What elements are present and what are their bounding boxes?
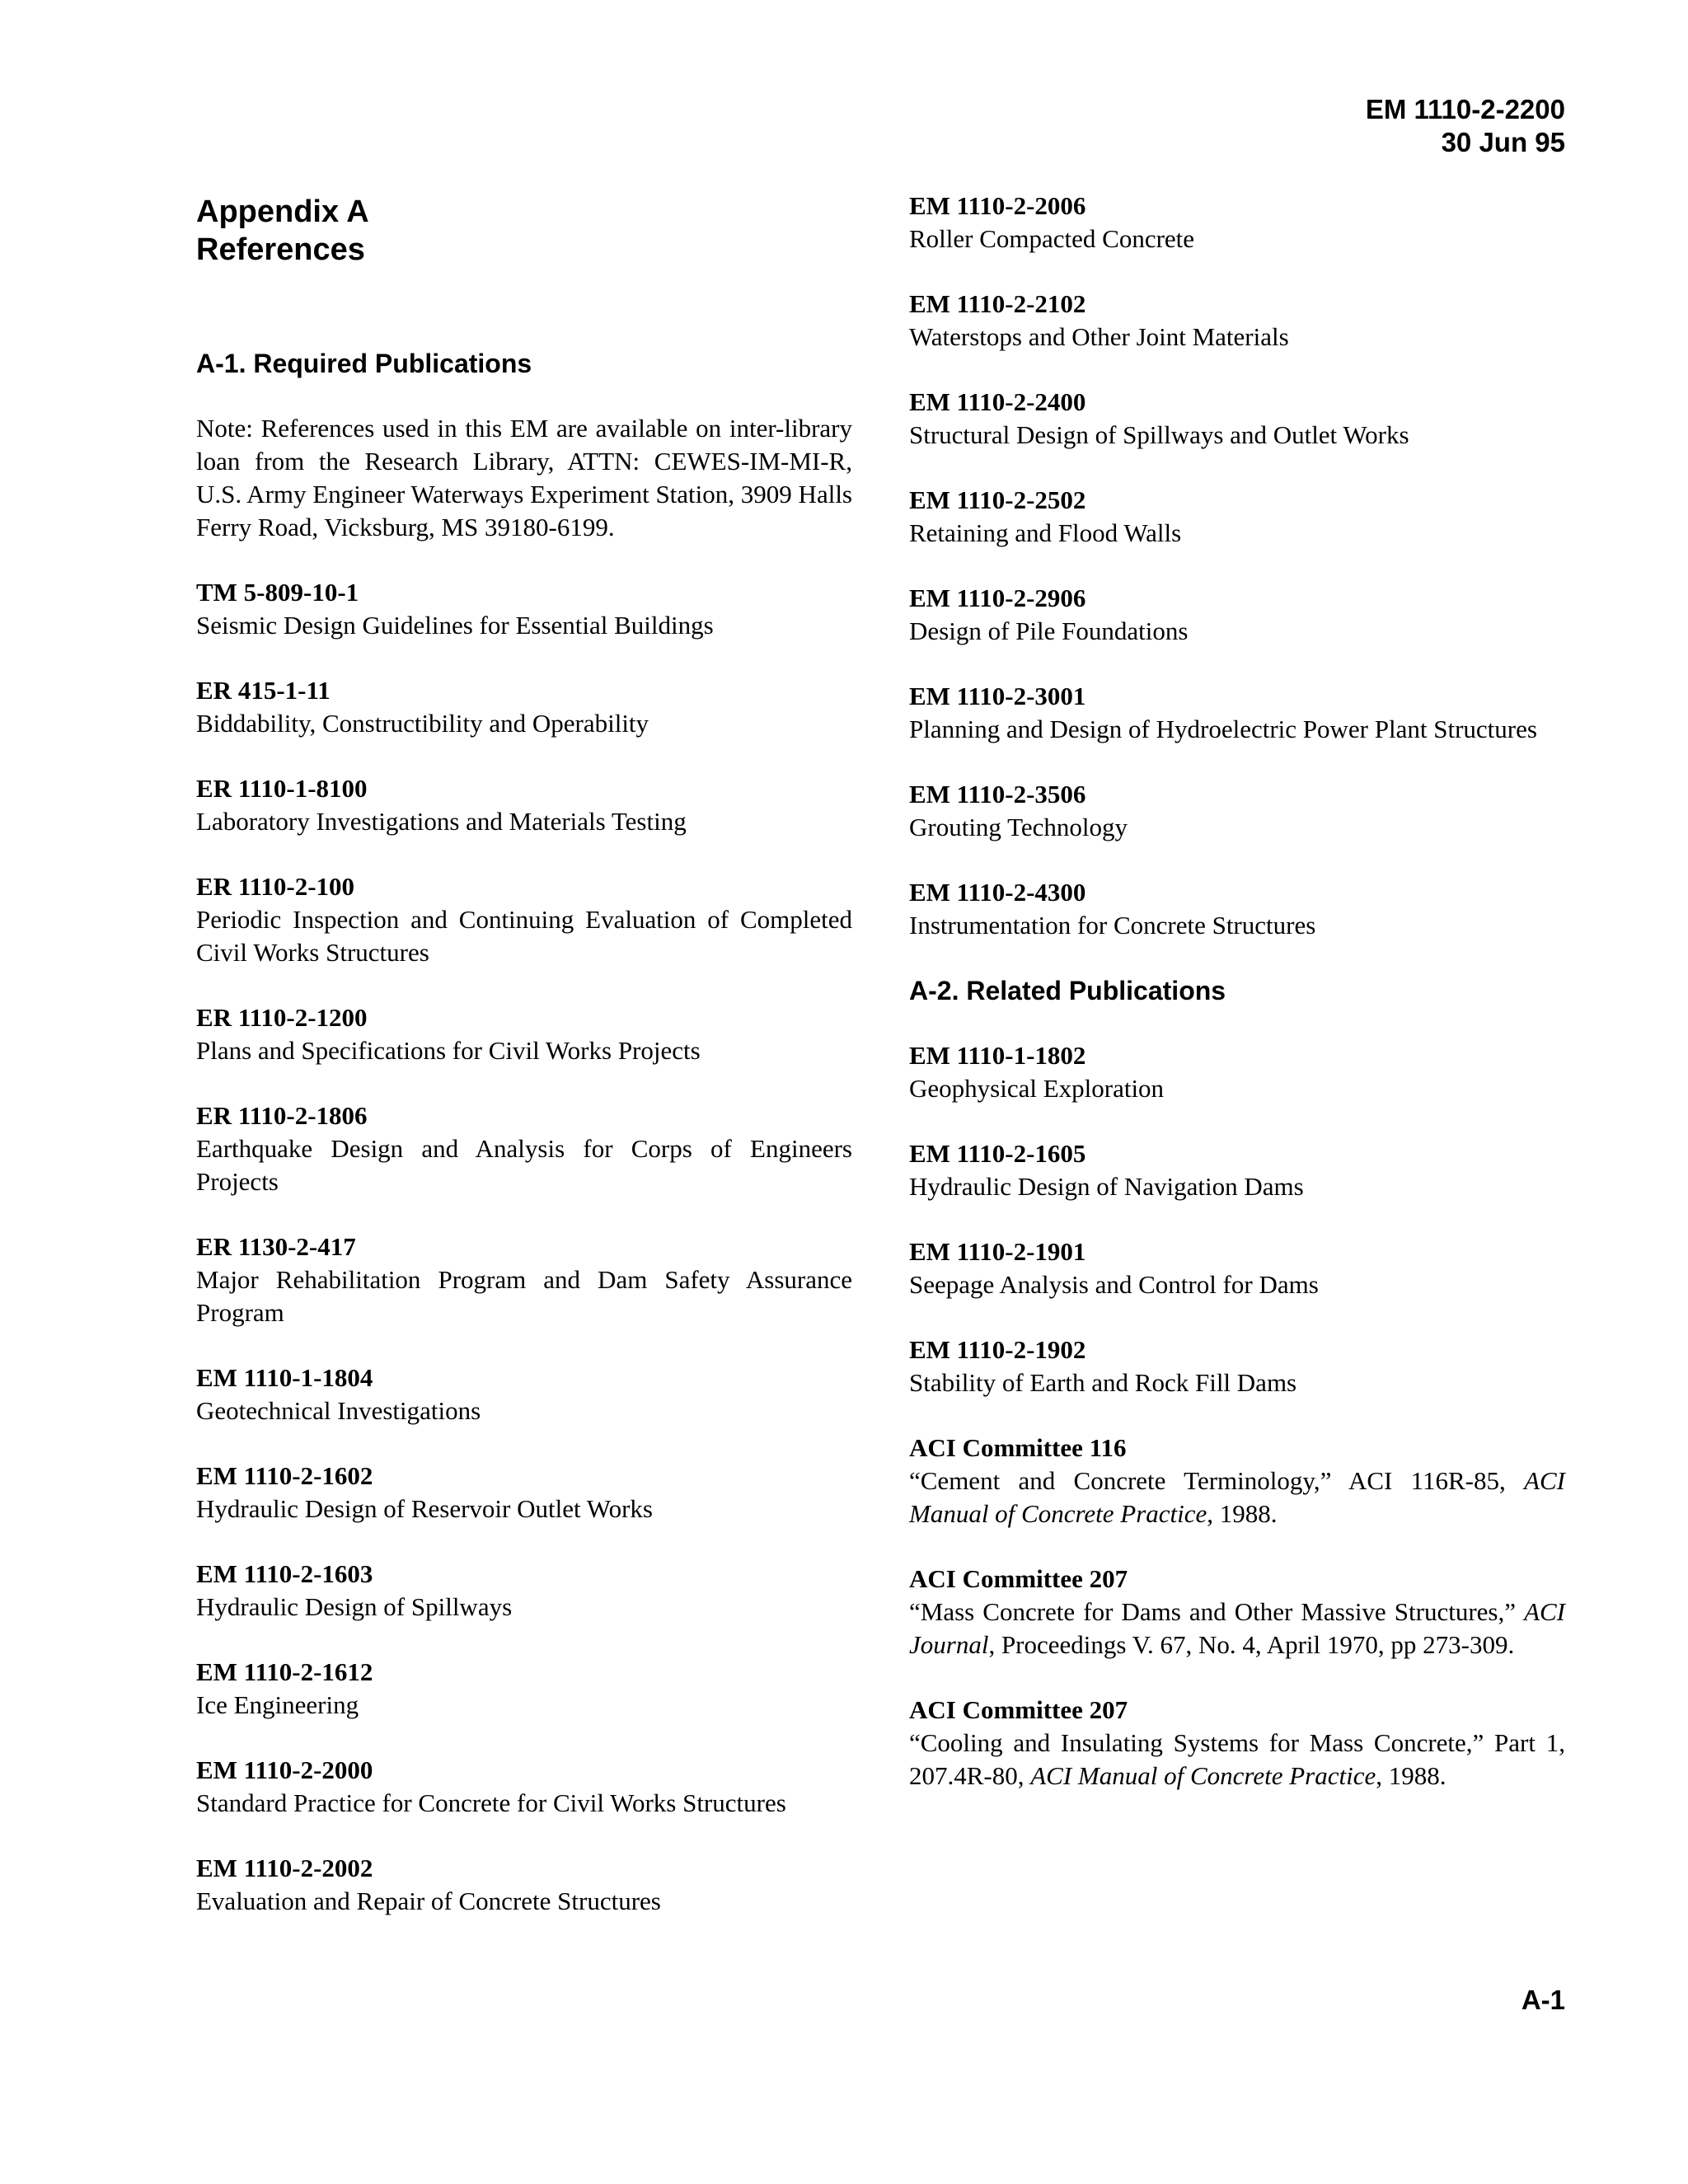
reference-code: TM 5-809-10-1 [196,578,359,607]
reference-code: EM 1110-2-3506 [909,780,1086,808]
reference-item [196,870,852,969]
reference-item [909,680,1565,746]
reference-code: ACI Committee 207 [909,1564,1128,1593]
appendix-title [196,193,852,269]
reference-item [196,674,852,740]
reference-title: Evaluation and Repair of Concrete Structures [196,1886,661,1915]
reference-item [196,1460,852,1526]
reference-title: Instrumentation for Concrete Structures [909,911,1316,940]
reference-title-text: “Cooling and Insulating Systems for Mass Concrete,” Part 1, 207.4R-80, [909,1728,1565,1790]
reference-title-italic: ACI Manual of Concrete Practice [909,1466,1565,1528]
reference-code: EM 1110-2-2502 [909,485,1086,514]
reference-title-text: , 1988. [1207,1499,1278,1528]
reference-code: EM 1110-2-2906 [909,583,1086,612]
reference-title: Standard Practice for Concrete for Civil Works Structures [196,1788,786,1817]
left-reference-list [196,576,852,1918]
reference-code: ER 1110-2-100 [196,872,355,901]
reference-item [909,876,1565,942]
reference-item [196,1558,852,1624]
reference-title: Seepage Analysis and Control for Dams [909,1270,1319,1299]
reference-title: Geotechnical Investigations [196,1396,481,1425]
reference-code: EM 1110-1-1802 [909,1041,1086,1070]
reference-item [909,1333,1565,1399]
reference-item [909,582,1565,648]
reference-title: Stability of Earth and Rock Fill Dams [909,1368,1297,1397]
reference-code: EM 1110-2-1605 [909,1139,1086,1168]
reference-item [909,190,1565,255]
reference-item [909,1432,1565,1530]
reference-item [909,1563,1565,1661]
section-heading-a1: A-1. Required Publications [196,349,532,378]
reference-title: Seismic Design Guidelines for Essential Buildings [196,611,714,640]
reference-title-italic: ACI Journal [909,1597,1565,1659]
reference-code: ER 1110-2-1200 [196,1003,368,1032]
left-column [196,190,852,1950]
reference-title: Hydraulic Design of Navigation Dams [909,1172,1304,1201]
reference-code: ACI Committee 116 [909,1433,1127,1462]
page-number: A-1 [1521,1985,1565,2015]
reference-title: Hydraulic Design of Reservoir Outlet Works [196,1494,653,1523]
reference-title: Plans and Specifications for Civil Works Projects [196,1036,701,1065]
reference-title: Waterstops and Other Joint Materials [909,322,1289,351]
reference-code: EM 1110-2-2006 [909,191,1086,220]
reference-item [196,772,852,838]
reference-code: EM 1110-2-1612 [196,1657,373,1686]
reference-item [909,1039,1565,1105]
reference-item [196,1852,852,1918]
reference-title: Grouting Technology [909,813,1128,841]
reference-title: Periodic Inspection and Continuing Evaluation of Completed Civil Works Structures [196,905,852,967]
reference-code: EM 1110-1-1804 [196,1363,373,1392]
reference-item [196,1656,852,1722]
reference-code: EM 1110-2-2002 [196,1854,373,1882]
right-reference-list-a1 [909,190,1565,942]
reference-title: Earthquake Design and Analysis for Corps of Engineers Projects [196,1134,852,1196]
reference-title [909,1596,1565,1661]
reference-code: EM 1110-2-3001 [909,682,1086,710]
reference-title: Hydraulic Design of Spillways [196,1592,513,1621]
reference-title: Major Rehabilitation Program and Dam Safety Assurance Program [196,1265,852,1327]
right-reference-list-a2 [909,1039,1565,1793]
reference-title: Geophysical Exploration [909,1074,1165,1103]
reference-title: Laboratory Investigations and Materials Testing [196,807,687,836]
reference-item [909,386,1565,452]
reference-item [909,288,1565,354]
reference-title: Ice Engineering [196,1690,359,1719]
reference-item [196,1001,852,1067]
reference-code: EM 1110-2-2400 [909,387,1086,416]
reference-code: EM 1110-2-2102 [909,289,1086,318]
reference-title-text: “Cement and Concrete Terminology,” ACI 116R-85, [909,1466,1525,1495]
reference-title: Planning and Design of Hydroelectric Power Plant Structures [909,715,1537,743]
reference-title: Biddability, Constructibility and Operability [196,709,649,738]
reference-item [909,1694,1565,1793]
document-date: 30 Jun 95 [1441,127,1565,157]
reference-code: ACI Committee 207 [909,1695,1128,1724]
reference-item [196,1361,852,1427]
reference-code: EM 1110-2-1902 [909,1335,1086,1364]
reference-code: ER 1130-2-417 [196,1232,356,1261]
section-heading-a2: A-2. Related Publications [909,976,1226,1005]
reference-code: EM 1110-2-1603 [196,1559,373,1588]
reference-code: ER 415-1-11 [196,676,331,705]
reference-title-text: , Proceedings V. 67, No. 4, April 1970, pp 273-309. [988,1630,1515,1659]
reference-title: Design of Pile Foundations [909,616,1189,645]
reference-title-italic: ACI Manual of Concrete Practice [1030,1761,1376,1790]
appendix-label: Appendix A [196,194,369,229]
reference-item [196,1099,852,1198]
reference-code: EM 1110-2-1602 [196,1461,373,1490]
reference-title [909,1727,1565,1793]
reference-title: Structural Design of Spillways and Outlet Works [909,420,1409,449]
reference-code: EM 1110-2-1901 [909,1237,1086,1266]
document-number: EM 1110-2-2200 [1365,94,1565,124]
reference-item [909,484,1565,550]
reference-code: EM 1110-2-4300 [909,878,1086,907]
reference-item [196,1754,852,1820]
reference-item [196,576,852,642]
reference-title: Retaining and Flood Walls [909,518,1182,547]
reference-item [196,1230,852,1329]
reference-item [909,1235,1565,1301]
reference-title-text: “Mass Concrete for Dams and Other Massive Structures,” [909,1597,1525,1626]
reference-code: ER 1110-1-8100 [196,774,368,803]
reference-title [909,1465,1565,1530]
reference-title: Roller Compacted Concrete [909,224,1195,253]
reference-code: EM 1110-2-2000 [196,1755,373,1784]
reference-item [909,1137,1565,1203]
reference-item [909,778,1565,844]
right-column [909,190,1565,1825]
reference-code: ER 1110-2-1806 [196,1101,368,1130]
availability-note: Note: References used in this EM are available on inter-library loan from the Research Library, ATTN: CEWES-IM-MI-R, U.S. Army Engineer Waterways Experiment Station, 3909 Halls Ferry Road, Vicksburg, MS 39180-6199. [196,414,852,541]
page-header [1366,93,1565,159]
reference-title-text: , 1988. [1376,1761,1447,1790]
appendix-subtitle: References [196,232,365,267]
